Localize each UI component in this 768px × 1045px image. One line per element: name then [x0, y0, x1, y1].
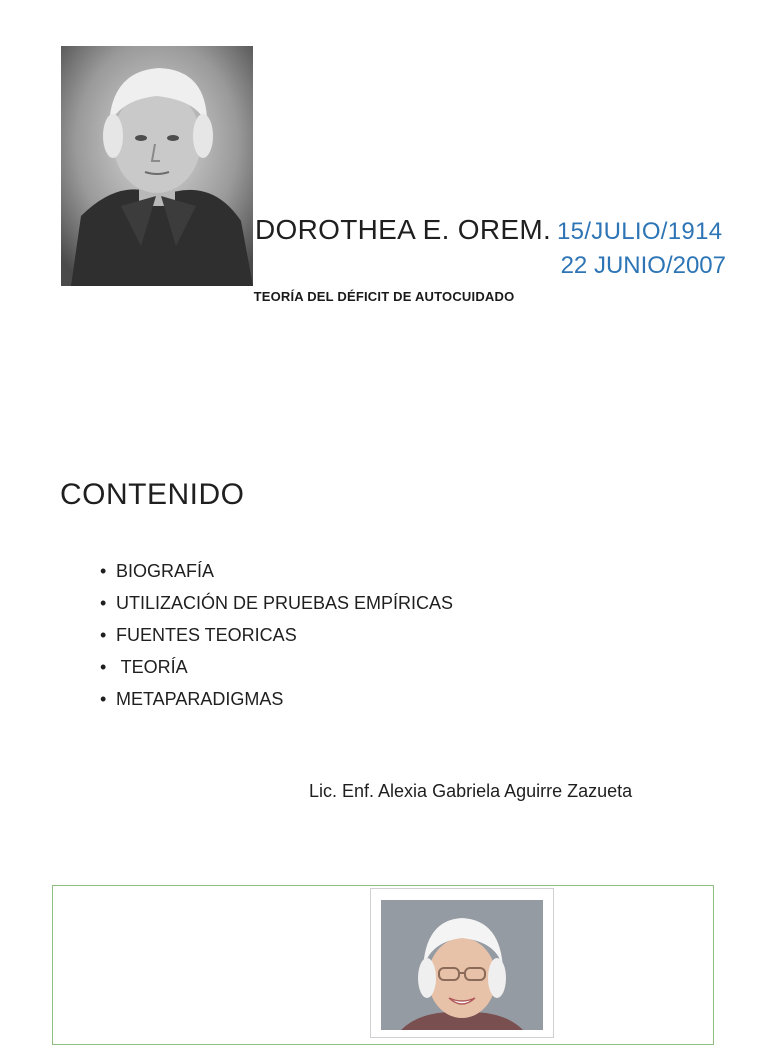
contents-list [100, 555, 453, 715]
portrait-photo [61, 46, 253, 286]
list-item-label: FUENTES TEORICAS [116, 625, 297, 645]
list-item-label: METAPARADIGMAS [116, 689, 284, 709]
author-credit: Lic. Enf. Alexia Gabriela Aguirre Zazueta [309, 781, 633, 801]
contents-heading: CONTENIDO [60, 478, 245, 511]
bullet-icon: • [100, 593, 107, 613]
theory-subtitle [0, 289, 768, 304]
title-line [255, 214, 722, 246]
portrait-illustration [61, 46, 253, 286]
list-item-label: TEORÍA [116, 657, 188, 677]
list-item-label: UTILIZACIÓN DE PRUEBAS EMPÍRICAS [116, 593, 454, 613]
list-item [100, 555, 453, 587]
list-item [100, 683, 453, 715]
list-item [100, 651, 453, 683]
bullet-icon: • [100, 561, 107, 581]
title-slide [0, 0, 768, 440]
list-item-label: BIOGRAFÍA [116, 561, 215, 581]
second-portrait-illustration [381, 900, 543, 1030]
bullet-icon: • [100, 625, 107, 645]
death-date: 22 JUNIO/2007 [560, 252, 726, 279]
second-portrait-photo [381, 900, 543, 1030]
contents-slide [0, 440, 768, 860]
list-item [100, 587, 453, 619]
birth-date: 15/JULIO/1914 [557, 218, 723, 245]
person-name: DOROTHEA E. OREM. [255, 214, 552, 245]
list-item [100, 619, 453, 651]
theory-subtitle-text: TEORÍA DEL DÉFICIT DE AUTOCUIDADO [253, 289, 515, 304]
bullet-icon: • [100, 657, 107, 677]
bullet-icon: • [100, 689, 107, 709]
